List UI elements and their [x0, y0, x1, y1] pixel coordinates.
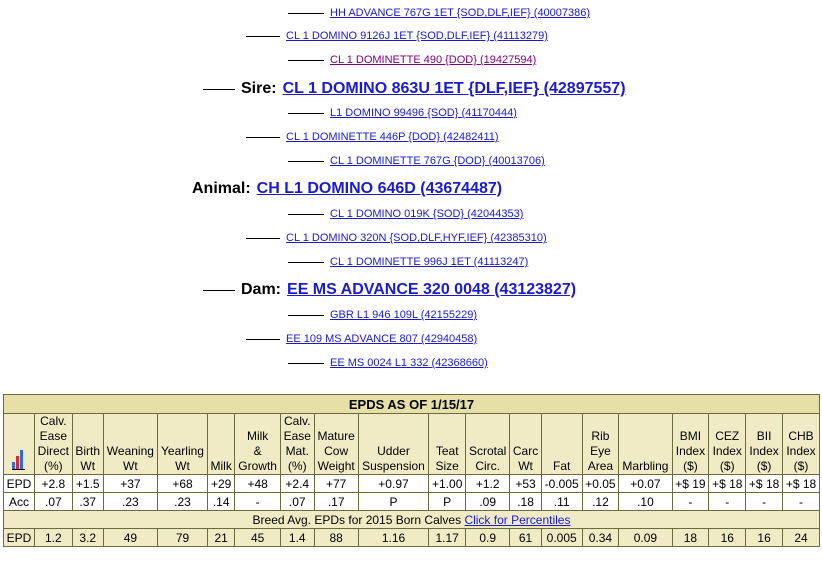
header-line: Milk [210, 459, 232, 473]
epd-value-cell: +53 [510, 475, 542, 493]
tree-connector [288, 60, 324, 61]
sire-sire-dam-link[interactable]: CL 1 DOMINETTE 490 {DOD} (19427594) [330, 54, 537, 66]
breed-avg-value-cell: 0.09 [619, 529, 672, 547]
epd-header-row [4, 414, 820, 475]
header-line: Circ. [475, 459, 500, 473]
header-line: CEZ [715, 429, 740, 443]
header-line: (%) [287, 459, 307, 473]
epd-column-header [746, 414, 783, 475]
pedigree-sire-dam-dam [288, 153, 545, 169]
epd-column-header [582, 414, 619, 475]
breed-avg-value-cell: 0.005 [541, 529, 582, 547]
epd-value-cell: +48 [235, 475, 281, 493]
header-line: Index [749, 444, 779, 458]
tree-connector [203, 89, 235, 90]
epd-column-header [235, 414, 281, 475]
header-line: Cow [324, 444, 349, 458]
avg-row-label: EPD [4, 529, 35, 547]
header-line: Birth [75, 444, 101, 458]
epd-value-cell: +29 [207, 475, 234, 493]
header-line: Udder [377, 444, 410, 458]
breed-avg-value-cell: 0.9 [466, 529, 510, 547]
breed-avg-value-cell: 16 [709, 529, 746, 547]
acc-value-cell: - [235, 493, 281, 511]
acc-value-cell: .12 [582, 493, 619, 511]
header-line: Wt [175, 459, 190, 473]
header-line: BMI [679, 429, 702, 443]
epd-column-header [207, 414, 234, 475]
animal-label: Animal: [192, 180, 251, 197]
epd-value-cell: +1.5 [72, 475, 103, 493]
breed-avg-value-cell: 24 [783, 529, 820, 547]
header-line: Marbling [622, 459, 669, 473]
pedigree-sire [203, 79, 626, 99]
acc-value-cell: .14 [207, 493, 234, 511]
acc-value-cell: - [709, 493, 746, 511]
tree-connector [288, 315, 324, 316]
header-line: ($) [719, 459, 735, 473]
epd-value-cell: +1.2 [466, 475, 510, 493]
acc-value-cell: - [746, 493, 783, 511]
epd-value-cell: +1.00 [429, 475, 466, 493]
epd-value-cell: +37 [103, 475, 157, 493]
sire-dam-link[interactable]: CL 1 DOMINETTE 446P {DOD} (42482411) [286, 131, 499, 143]
header-line: Size [435, 459, 459, 473]
epd-column-header [672, 414, 709, 475]
breed-avg-value-cell: 49 [103, 529, 157, 547]
header-line: Ease [39, 429, 68, 443]
acc-value-cell: - [672, 493, 709, 511]
epd-value-cell: +2.8 [34, 475, 72, 493]
tree-connector [246, 137, 280, 138]
pedigree-dam-sire-sire [288, 206, 523, 222]
header-line: Direct [37, 444, 70, 458]
acc-value-cell: .07 [280, 493, 314, 511]
header-line: Index [712, 444, 742, 458]
header-line: Fat [553, 459, 571, 473]
breed-avg-value-cell: 1.16 [358, 529, 429, 547]
header-line: Mat. [285, 444, 309, 458]
bar-chart-icon[interactable] [12, 448, 26, 470]
tree-connector [288, 363, 324, 364]
acc-values-row [4, 493, 820, 511]
epd-value-cell: +68 [158, 475, 208, 493]
tree-connector [288, 161, 324, 162]
header-line: Index [786, 444, 816, 458]
acc-value-cell: .10 [619, 493, 672, 511]
epd-column-header [314, 414, 358, 475]
breed-avg-text: Breed Avg. EPDs for 2015 Born Calves [252, 512, 462, 527]
breed-avg-value-cell: 61 [510, 529, 542, 547]
dam-sire-dam-link[interactable]: CL 1 DOMINETTE 996J 1ET (41113247) [330, 256, 529, 268]
header-line: Area [587, 459, 614, 473]
header-line: Milk [246, 429, 269, 443]
header-line: Eye [590, 444, 611, 458]
epd-value-cell: -0.005 [541, 475, 582, 493]
tree-connector [246, 339, 280, 340]
tree-connector [288, 262, 324, 263]
dam-dam-dam-link[interactable]: EE MS 0024 L1 332 (42368660) [330, 357, 488, 369]
header-line: BII [756, 429, 772, 443]
epd-title: EPDS AS OF 1/15/17 [4, 395, 820, 414]
tree-connector [246, 36, 280, 37]
sire-link[interactable]: CL 1 DOMINO 863U 1ET {DLF,IEF} (42897557) [282, 80, 626, 97]
pedigree-dam-dam-sire [288, 307, 477, 323]
header-line: ($) [793, 459, 809, 473]
header-line: (%) [44, 459, 63, 473]
pedigree-sire-dam [246, 129, 499, 145]
tree-connector [288, 13, 324, 14]
epd-column-header [103, 414, 157, 475]
acc-row-label: Acc [4, 493, 35, 511]
epd-column-header [34, 414, 72, 475]
acc-value-cell: .11 [541, 493, 582, 511]
percentile-chart-cell[interactable] [4, 414, 35, 475]
epd-value-cell: +0.05 [582, 475, 619, 493]
header-line: Ease [283, 429, 311, 443]
acc-value-cell: .18 [510, 493, 542, 511]
breed-avg-value-cell: 1.4 [280, 529, 314, 547]
header-line: Calv. [40, 414, 67, 428]
epd-value-cell: +$ 18 [709, 475, 746, 493]
breed-avg-row [4, 511, 820, 529]
sire-dam-dam-link[interactable]: CL 1 DOMINETTE 767G {DOD} (40013706) [330, 155, 545, 167]
breed-avg-value-cell: 16 [746, 529, 783, 547]
epd-row-label: EPD [4, 475, 35, 493]
header-line: ($) [683, 459, 698, 473]
header-line: & [253, 444, 262, 458]
pedigree-sire-sire-dam [288, 52, 536, 68]
acc-value-cell: - [783, 493, 820, 511]
dam-label: Dam: [241, 281, 282, 298]
dam-sire-link[interactable]: CL 1 DOMINO 320N {SOD,DLF,HYF,IEF} (42385310) [286, 232, 547, 244]
header-line: Rib [591, 429, 610, 443]
epd-value-cell: +$ 18 [746, 475, 783, 493]
epd-column-header [358, 414, 429, 475]
epd-column-header [541, 414, 582, 475]
epd-value-cell: +0.97 [358, 475, 429, 493]
breed-avg-value-cell: 1.2 [34, 529, 72, 547]
acc-value-cell: .09 [466, 493, 510, 511]
header-line: Wt [80, 459, 96, 473]
tree-connector [246, 238, 280, 239]
tree-connector [288, 113, 324, 114]
pedigree-animal [192, 179, 502, 199]
epd-value-cell: +$ 19 [672, 475, 709, 493]
epd-value-cell: +2.4 [280, 475, 314, 493]
header-line: Yearling [161, 444, 204, 458]
breed-avg-value-cell: 88 [314, 529, 358, 547]
acc-value-cell: .23 [158, 493, 208, 511]
sire-sire-sire-link[interactable]: HH ADVANCE 767G 1ET {SOD,DLF,IEF} (40007386) [330, 7, 591, 19]
header-line: Carc [512, 444, 539, 458]
header-line: Suspension [362, 459, 425, 473]
acc-value-cell: .17 [314, 493, 358, 511]
epd-column-header [280, 414, 314, 475]
breed-avg-value-cell: 45 [235, 529, 281, 547]
acc-value-cell: .23 [103, 493, 157, 511]
epd-value-cell: +77 [314, 475, 358, 493]
epd-column-header [709, 414, 746, 475]
epd-column-header [72, 414, 103, 475]
breed-avg-value-cell: 79 [158, 529, 208, 547]
header-line: Teat [435, 444, 459, 458]
breed-avg-value-cell: 18 [672, 529, 709, 547]
sire-dam-sire-link[interactable]: L1 DOMINO 99496 {SOD} (41170444) [330, 107, 517, 119]
pedigree-dam-dam [246, 331, 477, 347]
percentiles-link[interactable]: Click for Percentiles [464, 512, 571, 527]
epd-value-cell: +$ 18 [783, 475, 820, 493]
pedigree-dam-sire-dam [288, 254, 528, 270]
epd-table [3, 394, 820, 547]
epd-value-cell: +0.07 [619, 475, 672, 493]
header-line: Weight [317, 459, 355, 473]
breed-avg-cell [4, 511, 820, 529]
epd-column-header [158, 414, 208, 475]
header-line: CHB [788, 429, 814, 443]
pedigree-sire-sire-sire [288, 5, 590, 21]
header-line: Wt [123, 459, 138, 473]
sire-label: Sire: [241, 80, 277, 97]
epd-column-header [783, 414, 820, 475]
breed-avg-values-row [4, 529, 820, 547]
pedigree-sire-dam-sire [288, 105, 517, 121]
breed-avg-value-cell: 3.2 [72, 529, 103, 547]
acc-value-cell: P [429, 493, 466, 511]
header-line: Growth [238, 459, 277, 473]
dam-dam-link[interactable]: EE 109 MS ADVANCE 807 (42940458) [286, 333, 478, 345]
header-line: Index [675, 444, 706, 458]
pedigree-sire-sire [246, 28, 548, 44]
header-line: ($) [756, 459, 772, 473]
pedigree-dam-dam-dam [288, 355, 488, 371]
epd-column-header [466, 414, 510, 475]
acc-value-cell: .07 [34, 493, 72, 511]
tree-connector [203, 290, 235, 291]
breed-avg-value-cell: 0.34 [582, 529, 619, 547]
header-line: Calv. [284, 414, 311, 428]
dam-link[interactable]: EE MS ADVANCE 320 0048 (43123827) [287, 281, 577, 298]
header-line: Weaning [106, 444, 154, 458]
dam-sire-sire-link[interactable]: CL 1 DOMINO 019K {SOD} (42044353) [330, 208, 524, 220]
dam-dam-sire-link[interactable]: GBR L1 946 109L (42155229) [330, 309, 477, 321]
header-line: Mature [317, 429, 355, 443]
acc-value-cell: P [358, 493, 429, 511]
breed-avg-value-cell: 1.17 [429, 529, 466, 547]
pedigree-dam-sire [246, 230, 547, 246]
epd-column-header [619, 414, 672, 475]
epd-values-row [4, 475, 820, 493]
epd-column-header [429, 414, 466, 475]
tree-connector [288, 214, 324, 215]
animal-link[interactable]: CH L1 DOMINO 646D (43674487) [256, 180, 503, 197]
epd-column-header [510, 414, 542, 475]
header-line: Wt [518, 459, 533, 473]
sire-sire-link[interactable]: CL 1 DOMINO 9126J 1ET {SOD,DLF,IEF} (41113279) [286, 30, 548, 42]
pedigree-dam [203, 280, 576, 300]
breed-avg-value-cell: 21 [207, 529, 234, 547]
header-line: Scrotal [468, 444, 507, 458]
acc-value-cell: .37 [72, 493, 103, 511]
